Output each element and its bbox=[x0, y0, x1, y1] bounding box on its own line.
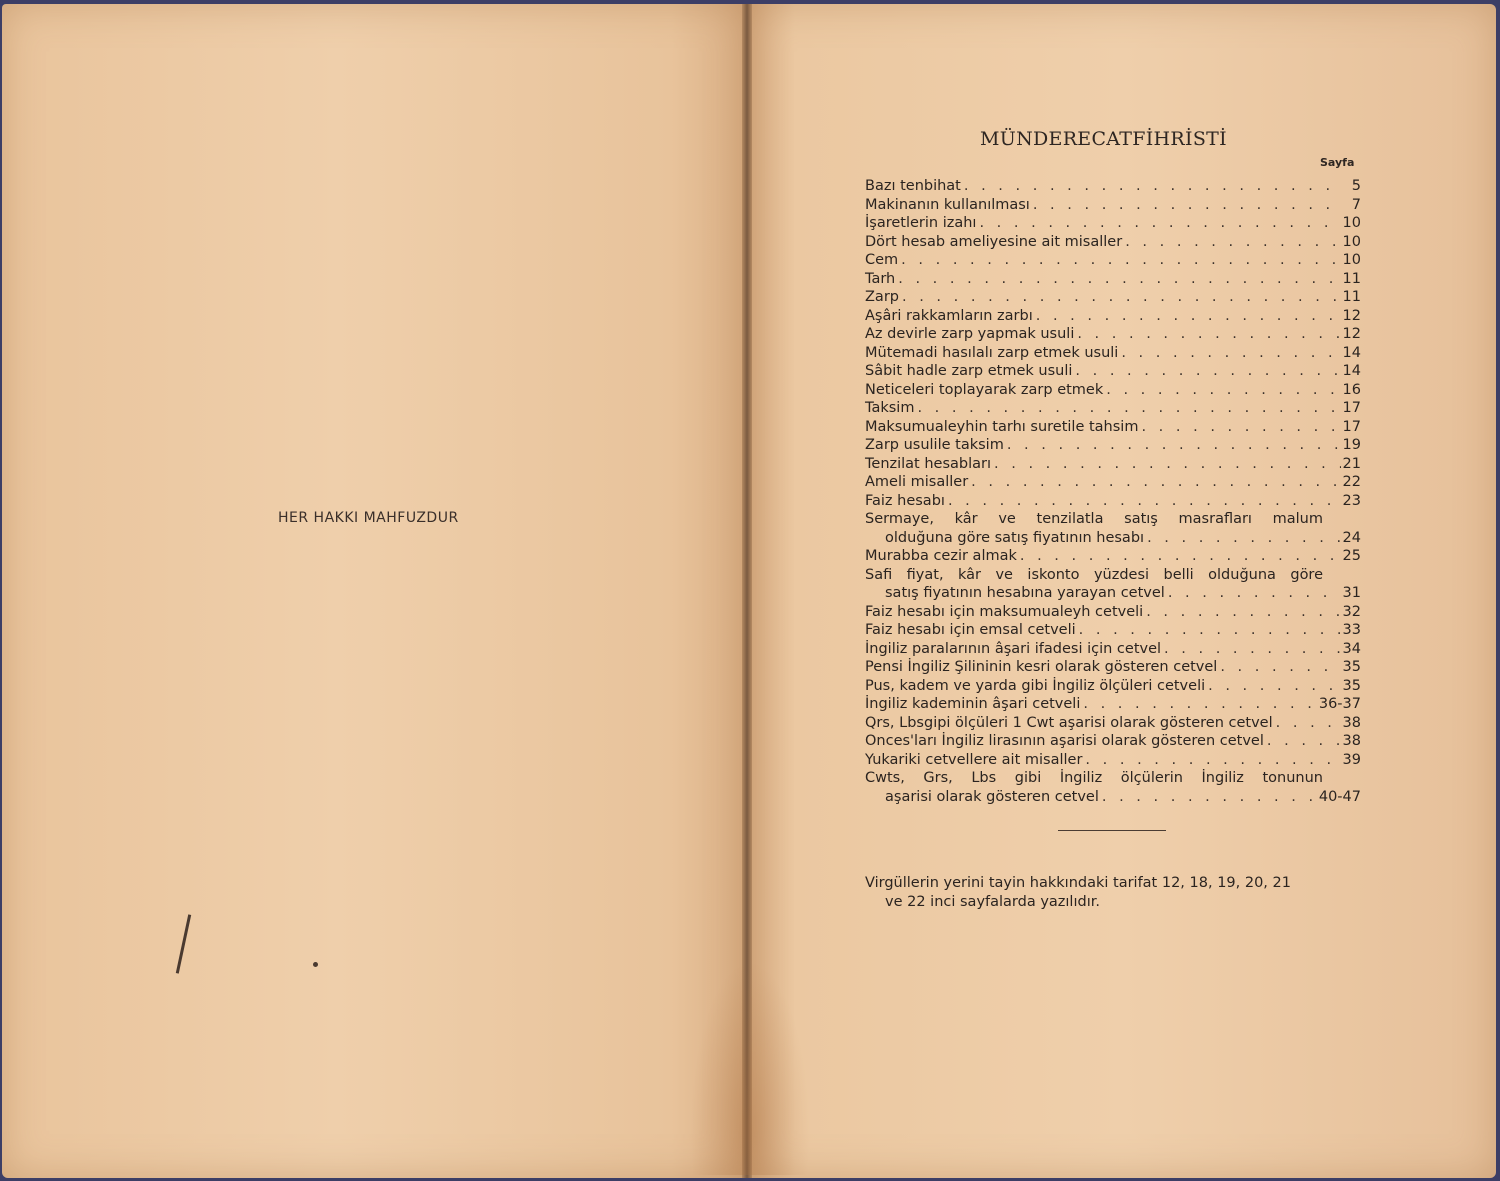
toc-entry-label: Cem bbox=[865, 252, 899, 268]
toc-entry bbox=[865, 399, 1361, 418]
toc-entry-label: Faiz hesabı bbox=[865, 492, 945, 509]
leader-dots bbox=[1118, 344, 1341, 363]
toc-entry bbox=[865, 381, 1361, 400]
toc-page-number: 38 bbox=[1342, 733, 1361, 749]
leader-dots bbox=[1082, 751, 1341, 770]
toc-entry-label: Ameli misaller bbox=[865, 474, 969, 490]
toc-page-number: 39 bbox=[1342, 751, 1361, 768]
page-column-header: Sayfa bbox=[1320, 156, 1355, 169]
leader-dots bbox=[899, 288, 1341, 307]
toc-entry-label: Bazı tenbihat bbox=[865, 178, 961, 194]
toc-entry bbox=[865, 418, 1361, 437]
toc-page-number: 22 bbox=[1342, 474, 1361, 490]
toc-page-number: 19 bbox=[1342, 437, 1361, 453]
leader-dots bbox=[914, 399, 1341, 418]
toc-page-number: 17 bbox=[1342, 400, 1361, 416]
footnote bbox=[865, 874, 1365, 912]
leader-dots bbox=[1264, 732, 1341, 751]
leader-dots bbox=[1030, 196, 1341, 215]
toc-entry bbox=[865, 307, 1361, 326]
toc-entry-label: Zarp bbox=[865, 289, 899, 305]
divider-rule bbox=[1058, 830, 1166, 831]
toc-page-number: 25 bbox=[1342, 548, 1361, 564]
toc-entry bbox=[865, 251, 1361, 270]
leader-dots bbox=[1072, 362, 1341, 381]
toc-entry bbox=[865, 769, 1361, 788]
toc-page-number: 40-47 bbox=[1318, 788, 1361, 805]
toc-page-number: 14 bbox=[1342, 363, 1361, 379]
footnote-line-1: Virgüllerin yerini tayin hakkındaki tarifat 12, 18, 19, 20, 21 bbox=[865, 875, 1291, 891]
leader-dots bbox=[1144, 529, 1341, 548]
toc-entry bbox=[865, 751, 1361, 770]
leader-dots bbox=[1017, 547, 1341, 566]
toc-page-number: 35 bbox=[1342, 677, 1361, 694]
toc-entry bbox=[865, 510, 1361, 529]
water-stain bbox=[690, 960, 810, 1175]
leader-dots bbox=[976, 214, 1341, 233]
toc-entry-label: Makinanın kullanılması bbox=[865, 196, 1030, 213]
table-of-contents bbox=[865, 177, 1361, 806]
toc-title: MÜNDERECATFİHRİSTİ bbox=[980, 128, 1227, 150]
toc-page-number: 34 bbox=[1342, 640, 1361, 657]
toc-page-number: 10 bbox=[1342, 252, 1361, 268]
toc-entry-label: Sermaye, kâr ve tenzilatla satış masrafları malum bbox=[865, 511, 1323, 527]
toc-entry-label: Sâbit hadle zarp etmek usuli bbox=[865, 363, 1073, 379]
toc-page-number: 31 bbox=[1342, 585, 1361, 601]
toc-entry-label: Dört hesab ameliyesine ait misaller bbox=[865, 233, 1123, 250]
toc-entry-label-cont: olduğuna göre satış fiyatının hesabı bbox=[885, 529, 1145, 546]
toc-entry-label: Murabba cezir almak bbox=[865, 548, 1017, 564]
toc-entry-label: Qrs, Lbsgipi ölçüleri 1 Cwt aşarisi olarak gösteren cetvel bbox=[865, 714, 1273, 731]
leader-dots bbox=[1033, 307, 1341, 326]
toc-entry bbox=[865, 640, 1361, 659]
ink-mark bbox=[176, 914, 191, 973]
toc-entry-label: Onces'ları İngiliz lirasının aşarisi olarak gösteren cetvel bbox=[865, 733, 1264, 749]
toc-page-number: 14 bbox=[1342, 344, 1361, 361]
toc-entry-label: Zarp usulile taksim bbox=[865, 437, 1004, 453]
toc-entry bbox=[865, 325, 1361, 344]
leader-dots bbox=[1161, 640, 1341, 659]
leader-dots bbox=[968, 473, 1341, 492]
toc-entry-label: Mütemadi hasılalı zarp etmek usuli bbox=[865, 344, 1119, 361]
toc-entry bbox=[865, 566, 1361, 585]
leader-dots bbox=[945, 492, 1341, 511]
toc-entry-label: Taksim bbox=[865, 400, 915, 416]
toc-entry-label: Pus, kadem ve yarda gibi İngiliz ölçüleri cetveli bbox=[865, 677, 1206, 694]
toc-entry bbox=[865, 288, 1361, 307]
leader-dots bbox=[1138, 418, 1341, 437]
ink-dot bbox=[313, 962, 318, 967]
toc-entry bbox=[865, 732, 1361, 751]
toc-entry bbox=[865, 177, 1361, 196]
toc-entry bbox=[865, 214, 1361, 233]
toc-page-number: 10 bbox=[1342, 215, 1361, 231]
toc-entry bbox=[865, 455, 1361, 474]
copyright-notice: HER HAKKI MAHFUZDUR bbox=[278, 510, 459, 526]
left-page bbox=[2, 4, 746, 1178]
toc-entry bbox=[865, 547, 1361, 566]
toc-entry bbox=[865, 196, 1361, 215]
toc-page-number: 21 bbox=[1342, 455, 1361, 472]
toc-entry-label: Az devirle zarp yapmak usuli bbox=[865, 326, 1075, 342]
toc-entry bbox=[865, 695, 1361, 714]
toc-entry bbox=[865, 233, 1361, 252]
leader-dots bbox=[1273, 714, 1341, 733]
leader-dots bbox=[1076, 621, 1341, 640]
toc-entry bbox=[865, 473, 1361, 492]
toc-entry bbox=[865, 714, 1361, 733]
toc-page-number: 16 bbox=[1342, 381, 1361, 398]
leader-dots bbox=[1103, 381, 1341, 400]
leader-dots bbox=[961, 177, 1341, 196]
toc-page-number: 12 bbox=[1342, 307, 1361, 324]
toc-page-number: 17 bbox=[1342, 418, 1361, 435]
toc-page-number: 35 bbox=[1342, 659, 1361, 675]
toc-entry-continuation bbox=[865, 584, 1361, 603]
leader-dots bbox=[991, 455, 1341, 474]
leader-dots bbox=[1165, 584, 1341, 603]
toc-page-number: 24 bbox=[1342, 529, 1361, 546]
toc-entry-continuation bbox=[865, 788, 1361, 807]
toc-entry-label-cont: satış fiyatının hesabına yarayan cetvel bbox=[885, 585, 1165, 601]
leader-dots bbox=[1217, 658, 1341, 677]
toc-entry-label: Tarh bbox=[865, 270, 896, 287]
toc-entry-label: Maksumualeyhin tarhı suretile tahsim bbox=[865, 418, 1139, 435]
toc-entry-label: Yukariki cetvellere ait misaller bbox=[865, 751, 1083, 768]
toc-entry-label: Tenzilat hesabları bbox=[865, 455, 992, 472]
toc-page-number: 12 bbox=[1342, 326, 1361, 342]
leader-dots bbox=[1143, 603, 1341, 622]
toc-entry bbox=[865, 677, 1361, 696]
leader-dots bbox=[1099, 788, 1319, 807]
toc-entry-label: İşaretlerin izahı bbox=[865, 215, 977, 231]
toc-page-number: 7 bbox=[1351, 196, 1361, 213]
toc-entry-label: Safi fiyat, kâr ve iskonto yüzdesi belli olduğuna göre bbox=[865, 566, 1323, 583]
leader-dots bbox=[895, 270, 1341, 289]
toc-page-number: 33 bbox=[1342, 622, 1361, 638]
toc-entry-label: Aşâri rakkamların zarbı bbox=[865, 307, 1033, 324]
toc-entry-label-cont: aşarisi olarak gösteren cetvel bbox=[885, 788, 1099, 805]
toc-entry bbox=[865, 344, 1361, 363]
toc-page-number: 36-37 bbox=[1318, 696, 1361, 712]
toc-entry bbox=[865, 603, 1361, 622]
toc-page-number: 38 bbox=[1342, 714, 1361, 731]
toc-entry-continuation bbox=[865, 529, 1361, 548]
toc-entry-label: Neticeleri toplayarak zarp etmek bbox=[865, 381, 1104, 398]
toc-entry bbox=[865, 362, 1361, 381]
toc-entry bbox=[865, 492, 1361, 511]
toc-entry-label: Faiz hesabı için emsal cetveli bbox=[865, 622, 1076, 638]
toc-entry bbox=[865, 658, 1361, 677]
footnote-line-2: ve 22 inci sayfalarda yazılıdır. bbox=[885, 894, 1100, 910]
toc-page-number: 23 bbox=[1342, 492, 1361, 509]
toc-page-number: 11 bbox=[1342, 270, 1361, 287]
toc-page-number: 10 bbox=[1342, 233, 1361, 250]
leader-dots bbox=[1205, 677, 1341, 696]
toc-entry-label: İngiliz kademinin âşari cetveli bbox=[865, 696, 1081, 712]
leader-dots bbox=[898, 251, 1341, 270]
toc-page-number: 5 bbox=[1351, 178, 1361, 194]
toc-entry-label: Cwts, Grs, Lbs gibi İngiliz ölçülerin İngiliz tonunun bbox=[865, 770, 1323, 786]
toc-entry bbox=[865, 621, 1361, 640]
leader-dots bbox=[1080, 695, 1318, 714]
toc-entry bbox=[865, 436, 1361, 455]
toc-entry bbox=[865, 270, 1361, 289]
toc-entry-label: Pensi İngiliz Şilininin kesri olarak gösteren cetvel bbox=[865, 659, 1218, 675]
toc-page-number: 11 bbox=[1342, 289, 1361, 305]
toc-entry-label: Faiz hesabı için maksumualeyh cetveli bbox=[865, 603, 1144, 620]
toc-entry-label: İngiliz paralarının âşari ifadesi için cetvel bbox=[865, 640, 1162, 657]
leader-dots bbox=[1122, 233, 1341, 252]
leader-dots bbox=[1074, 325, 1341, 344]
leader-dots bbox=[1004, 436, 1341, 455]
toc-page-number: 32 bbox=[1342, 603, 1361, 620]
